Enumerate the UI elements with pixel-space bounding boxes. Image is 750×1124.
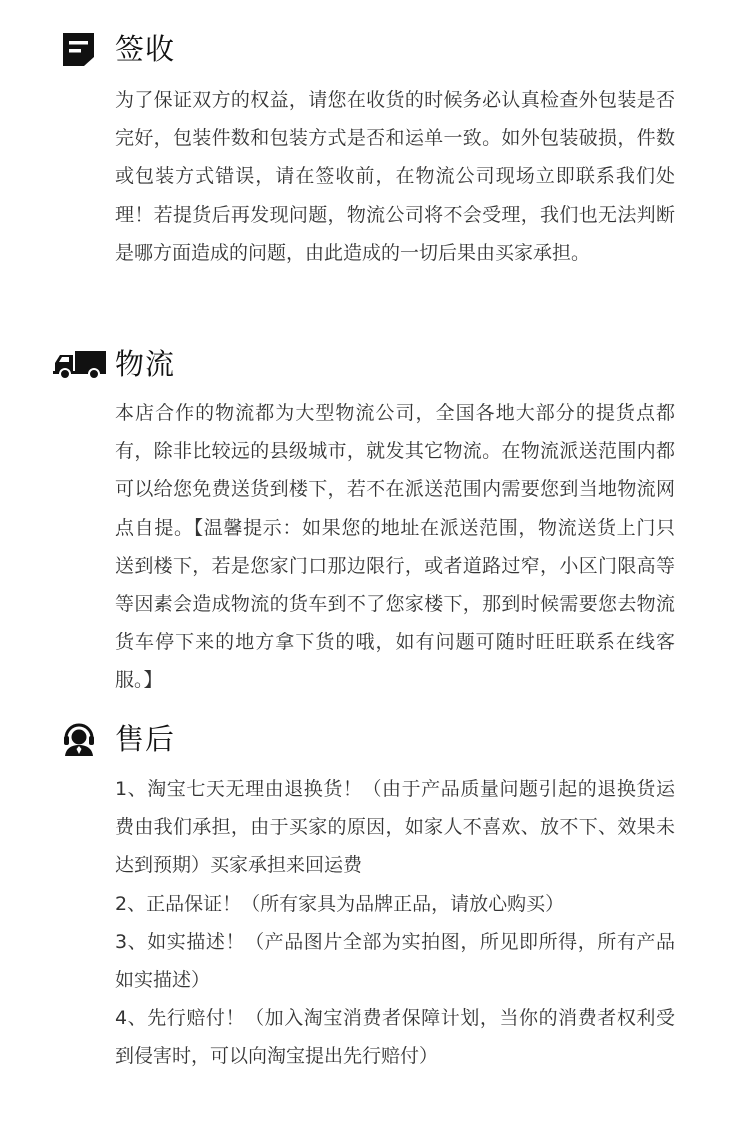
logistics-text: 本店合作的物流都为大型物流公司，全国各地大部分的提货点都有，除非比较远的县级城市，就发其它物流。在物流派送范围内都可以给您免费送货到楼下，若不在派送范围内需要您到当地物流网点自提。【温馨提示：如果您的地址在派送范围，物流送货上门只送到楼下，若是您家门口那边限行，或者道路过窄，小区门限高等等因素会造成物流的货车到不了您家楼下，那到时候需要您去物流货车停下来的地方拿下货的哦，如有问题可随时旺旺联系在线客服。】 [115,402,675,692]
aftersale-item-1: 1、淘宝七天无理由退换货！（由于产品质量问题引起的退换货运费由我们承担，由于买家的原因，如家人不喜欢、放不下、效果未达到预期）买家承担来回运费 [115,778,675,877]
aftersale-item-4: 4、先行赔付！（加入淘宝消费者保障计划，当你的消费者权利受到侵害时，可以向淘宝提出先行赔付） [115,1007,675,1068]
customer-service-icon [62,722,96,756]
sign-text: 为了保证双方的权益，请您在收货的时候务必认真检查外包装是否完好，包装件数和包装方式是否和运单一致。如外包装破损，件数或包装方式错误，请在签收前，在物流公司现场立即联系我们处理！若提货后再发现问题，物流公司将不会受理，我们也无法判断是哪方面造成的问题，由此造成的一切后果由买家承担。 [115,89,675,264]
aftersale-list [115,770,675,1076]
logistics-title: 物流 [115,347,176,381]
sign-title: 签收 [115,32,176,66]
aftersale-item-3: 3、如实描述！（产品图片全部为实拍图，所见即所得，所有产品如实描述） [115,930,675,992]
aftersale-item-2: 2、正品保证！（所有家具为品牌正品，请放心购买） [115,892,565,915]
aftersale-title: 售后 [115,722,176,756]
